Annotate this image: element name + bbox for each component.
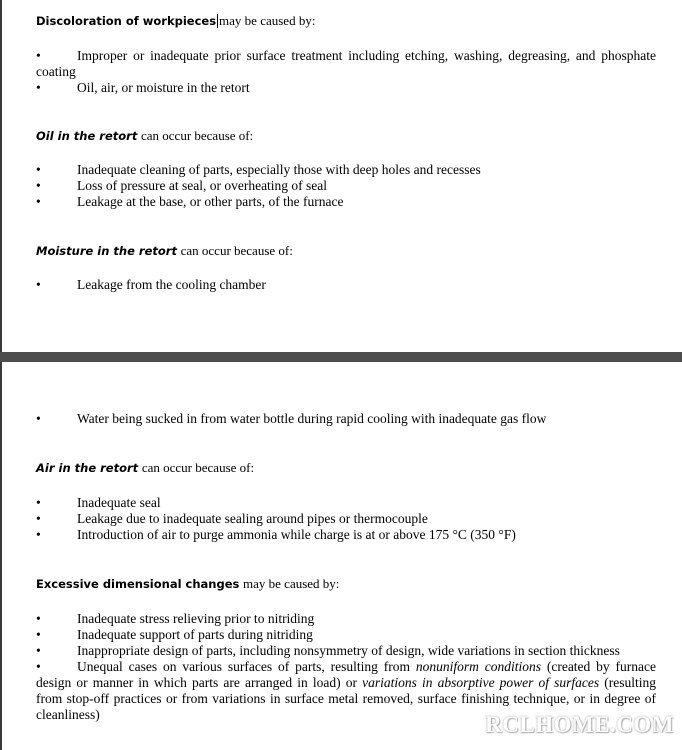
- section-heading: [36, 14, 656, 28]
- list-item: [36, 80, 656, 96]
- list-item-text: (created by furnace design or manner in which parts are arranged in load) or: [36, 659, 657, 690]
- heading-tail: can occur because of:: [141, 460, 255, 475]
- bullet-icon: •: [36, 411, 41, 426]
- bullet-icon: •: [36, 178, 41, 193]
- list-item-text: Leakage due to inadequate sealing around pipes or thermocouple: [77, 511, 428, 526]
- section-heading: [36, 461, 656, 475]
- bullet-list: [36, 277, 656, 293]
- heading-lead: Moisture in the retort: [36, 244, 177, 258]
- list-item-text: (resulting from stop-off practices or from variations in surface metal removed, surface finishing technique, or in degree of cleanliness): [36, 675, 656, 722]
- document-page-1: [0, 0, 682, 352]
- list-item: [36, 178, 656, 194]
- section-moisture-continued: [36, 411, 656, 427]
- heading-tail: can occur because of:: [140, 128, 254, 143]
- bullet-icon: •: [36, 162, 41, 177]
- page-separator: [0, 352, 682, 362]
- bullet-list: [36, 162, 656, 210]
- heading-lead: Air in the retort: [36, 461, 139, 475]
- heading-lead: Discoloration of workpieces: [36, 14, 217, 28]
- section-moisture: [36, 244, 656, 293]
- section-air: [36, 461, 656, 543]
- bullet-icon: •: [36, 495, 41, 510]
- list-item: [36, 611, 656, 627]
- bullet-icon: •: [36, 527, 41, 542]
- list-item-text: Unequal cases on various surfaces of parts, resulting from: [77, 659, 410, 674]
- section-dimensional: [36, 577, 656, 723]
- section-oil: [36, 129, 656, 210]
- list-item: [36, 162, 656, 178]
- heading-lead: Excessive dimensional changes: [36, 577, 240, 591]
- bullet-icon: •: [36, 511, 41, 526]
- emphasis-text: variations in absorptive power of surfaces: [362, 675, 600, 690]
- section-heading: [36, 244, 656, 258]
- list-item-text: Introduction of air to purge ammonia while charge is at or above 175 °C (350 °F): [77, 527, 516, 542]
- heading-tail: can occur because of:: [180, 243, 293, 258]
- bullet-icon: •: [36, 643, 41, 658]
- list-item: [36, 643, 656, 659]
- list-item-text: Inadequate stress relieving prior to nitriding: [77, 611, 315, 626]
- list-item: [36, 48, 656, 80]
- bullet-icon: •: [36, 48, 41, 63]
- list-item-text: Oil, air, or moisture in the retort: [77, 80, 250, 95]
- bullet-list: [36, 495, 656, 543]
- list-item-text: Loss of pressure at seal, or overheating of seal: [77, 178, 328, 193]
- bullet-icon: •: [36, 611, 41, 626]
- section-heading: [36, 577, 656, 591]
- list-item: [36, 511, 656, 527]
- list-item-text: Leakage from the cooling chamber: [77, 277, 266, 292]
- bullet-icon: •: [36, 277, 41, 292]
- list-item-text: Inappropriate design of parts, including nonsymmetry of design, wide variations in section thickness: [77, 643, 620, 658]
- bullet-list: [36, 611, 656, 723]
- list-item-text: Leakage at the base, or other parts, of the furnace: [77, 194, 344, 209]
- list-item: [36, 411, 656, 427]
- bullet-icon: •: [36, 659, 41, 674]
- watermark-logo: RCLHOME.COM: [485, 712, 674, 737]
- text-cursor: [217, 14, 218, 28]
- list-item-text: Improper or inadequate prior surface treatment including etching, washing, degreasing, and phosphate coating: [36, 48, 656, 79]
- bullet-list: [36, 48, 656, 96]
- list-item: [36, 627, 656, 643]
- list-item-text: Inadequate seal: [77, 495, 161, 510]
- list-item-text: Inadequate support of parts during nitriding: [77, 627, 313, 642]
- bullet-icon: •: [36, 627, 41, 642]
- list-item-text: Inadequate cleaning of parts, especially those with deep holes and recesses: [77, 162, 481, 177]
- section-discoloration: [36, 14, 656, 96]
- list-item: [36, 277, 656, 293]
- list-item: [36, 495, 656, 511]
- section-heading: [36, 129, 656, 143]
- heading-lead: Oil in the retort: [36, 129, 138, 143]
- list-item: [36, 194, 656, 210]
- bullet-icon: •: [36, 80, 41, 95]
- list-item: [36, 527, 656, 543]
- document-page-2: [0, 362, 682, 750]
- bullet-list: [36, 411, 656, 427]
- emphasis-text: nonuniform conditions: [415, 659, 541, 674]
- bullet-icon: •: [36, 194, 41, 209]
- heading-tail: may be caused by:: [219, 13, 316, 28]
- heading-tail: may be caused by:: [243, 576, 340, 591]
- list-item-text: Water being sucked in from water bottle during rapid cooling with inadequate gas flow: [77, 411, 547, 426]
